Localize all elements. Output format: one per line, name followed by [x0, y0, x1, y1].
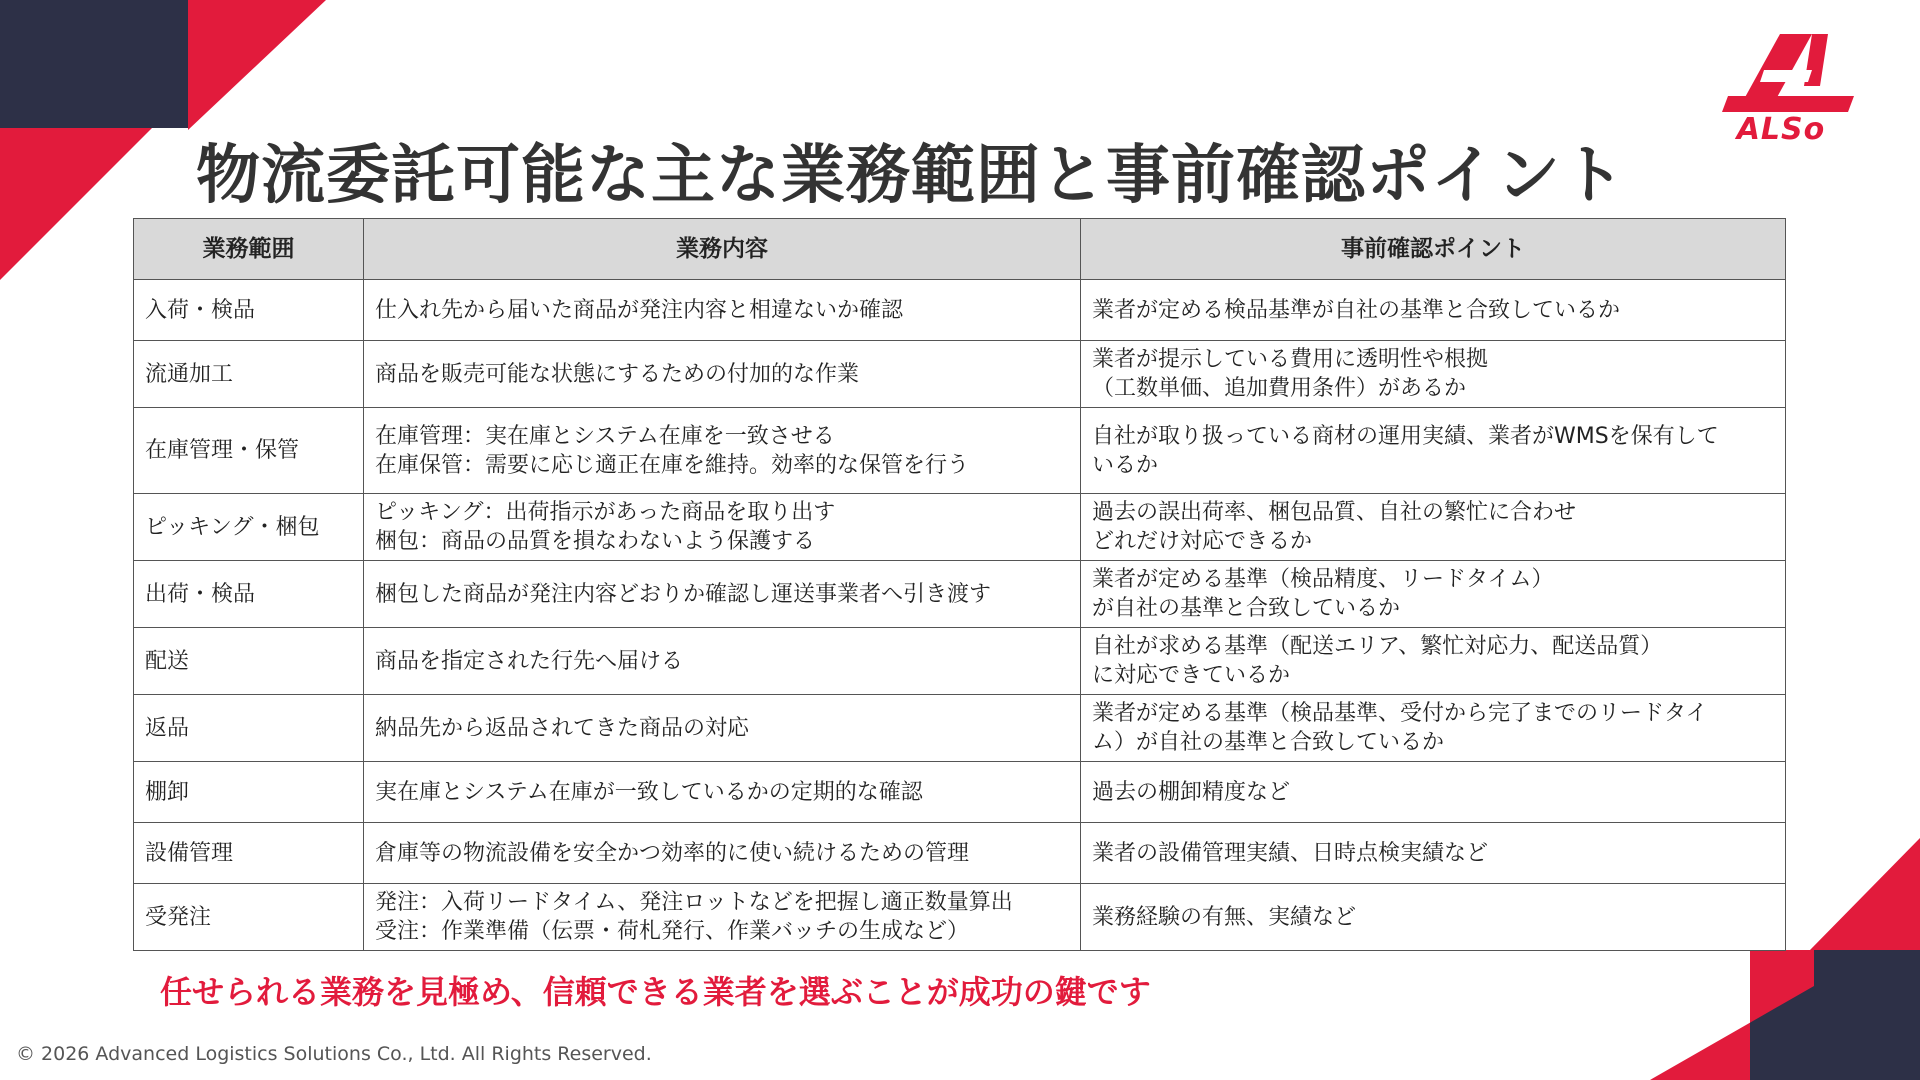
table-row [134, 762, 1786, 823]
table-row [134, 695, 1786, 762]
cell-scope: 受発注 [134, 884, 364, 951]
cell-scope: 配送 [134, 628, 364, 695]
cell-check-point: 業者が定める基準（検品基準、受付から完了までのリードタイ ム）が自社の基準と合致しているか [1081, 695, 1786, 762]
page-title: 物流委託可能な主な業務範囲と事前確認ポイント [196, 139, 1626, 213]
cell-check-point: 業務経験の有無、実績など [1081, 884, 1786, 951]
business-scope-table [133, 218, 1786, 951]
cell-scope: ピッキング・梱包 [134, 494, 364, 561]
table-row [134, 823, 1786, 884]
cell-check-point: 業者が定める検品基準が自社の基準と合致しているか [1081, 280, 1786, 341]
table-row [134, 408, 1786, 494]
cell-content: 倉庫等の物流設備を安全かつ効率的に使い続けるための管理 [364, 823, 1081, 884]
cell-content: 発注：入荷リードタイム、発注ロットなどを把握し適正数量算出 受注：作業準備（伝票・荷札発行、作業バッチの生成など） [364, 884, 1081, 951]
cell-scope: 設備管理 [134, 823, 364, 884]
cell-content: 商品を販売可能な状態にするための付加的な作業 [364, 341, 1081, 408]
table-row [134, 628, 1786, 695]
table-row [134, 494, 1786, 561]
cell-content: 商品を指定された行先へ届ける [364, 628, 1081, 695]
cell-scope: 棚卸 [134, 762, 364, 823]
header-business-scope: 業務範囲 [134, 219, 364, 280]
header-check-points: 事前確認ポイント [1081, 219, 1786, 280]
table-row [134, 280, 1786, 341]
cell-content: 在庫管理：実在庫とシステム在庫を一致させる 在庫保管：需要に応じ適正在庫を維持。効率的な保管を行う [364, 408, 1081, 494]
key-message: 任せられる業務を見極め、信頼できる業者を選ぶことが成功の鍵です [160, 973, 1151, 1011]
cell-check-point: 自社が求める基準（配送エリア、繁忙対応力、配送品質） に対応できているか [1081, 628, 1786, 695]
cell-check-point: 業者の設備管理実績、日時点検実績など [1081, 823, 1786, 884]
cell-content: ピッキング：出荷指示があった商品を取り出す 梱包：商品の品質を損なわないよう保護する [364, 494, 1081, 561]
cell-content: 納品先から返品されてきた商品の対応 [364, 695, 1081, 762]
cell-check-point: 業者が定める基準（検品精度、リードタイム） が自社の基準と合致しているか [1081, 561, 1786, 628]
cell-content: 仕入れ先から届いた商品が発注内容と相違ないか確認 [364, 280, 1081, 341]
cell-check-point: 過去の誤出荷率、梱包品質、自社の繁忙に合わせ どれだけ対応できるか [1081, 494, 1786, 561]
cell-check-point: 過去の棚卸精度など [1081, 762, 1786, 823]
cell-check-point: 自社が取り扱っている商材の運用実績、業者がWMSを保有して いるか [1081, 408, 1786, 494]
cell-scope: 出荷・検品 [134, 561, 364, 628]
header-business-content: 業務内容 [364, 219, 1081, 280]
cell-check-point: 業者が提示している費用に透明性や根拠 （工数単価、追加費用条件）があるか [1081, 341, 1786, 408]
cell-content: 梱包した商品が発注内容どおりか確認し運送事業者へ引き渡す [364, 561, 1081, 628]
table-row [134, 341, 1786, 408]
cell-scope: 流通加工 [134, 341, 364, 408]
cell-content: 実在庫とシステム在庫が一致しているかの定期的な確認 [364, 762, 1081, 823]
table-row [134, 561, 1786, 628]
table-header-row [134, 219, 1786, 280]
table-row [134, 884, 1786, 951]
cell-scope: 返品 [134, 695, 364, 762]
copyright-footer: © 2026 Advanced Logistics Solutions Co., Ltd. All Rights Reserved. [16, 1043, 652, 1065]
logo-wordmark: ALSo [1736, 112, 1826, 147]
cell-scope: 入荷・検品 [134, 280, 364, 341]
cell-scope: 在庫管理・保管 [134, 408, 364, 494]
